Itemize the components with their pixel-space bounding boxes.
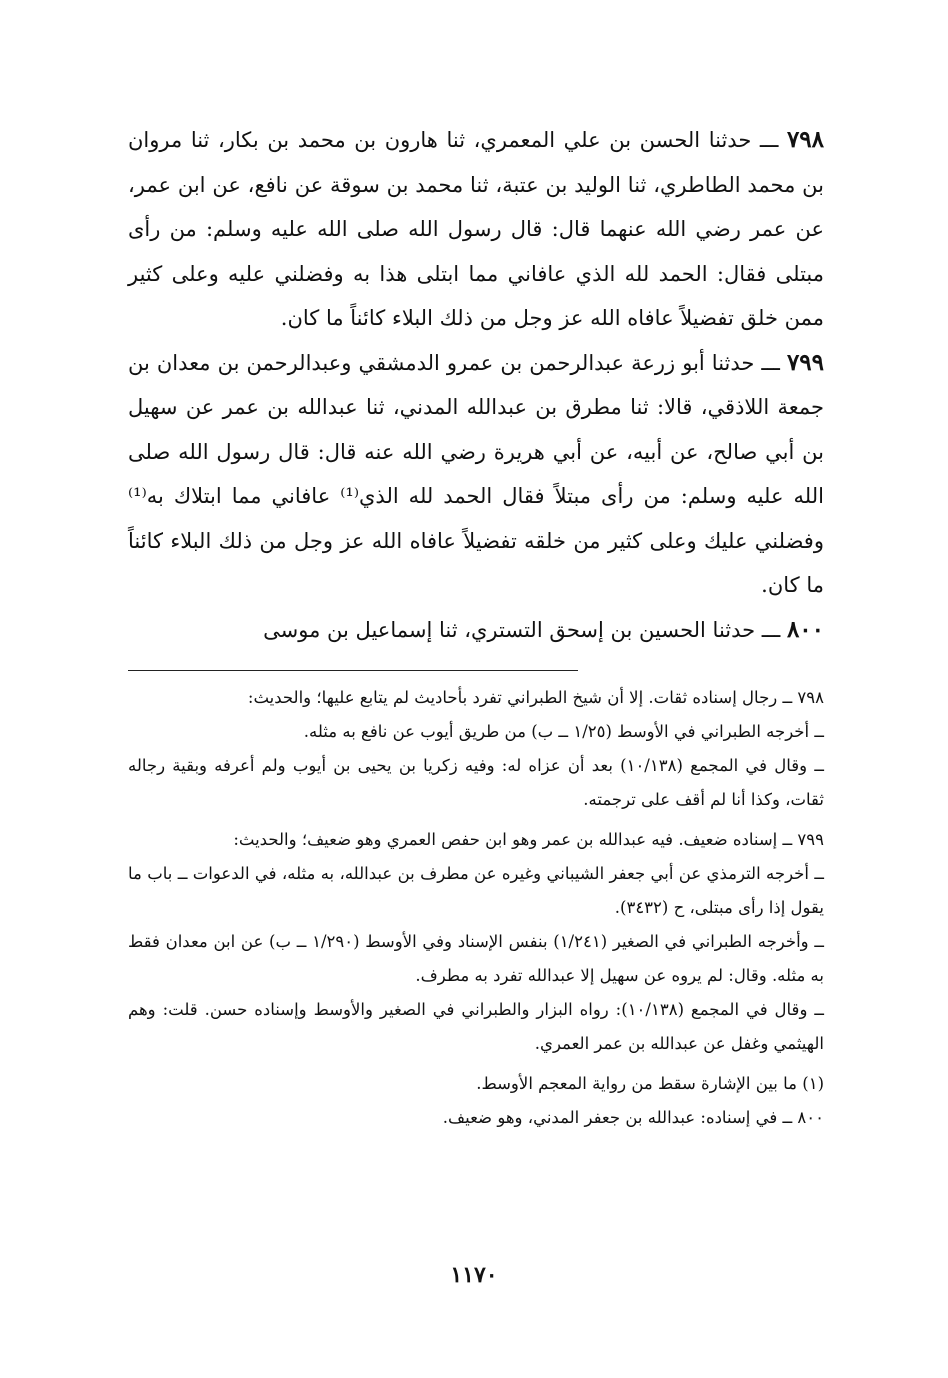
hadith-799 [128,341,824,608]
hadith-text: ـــ حدثنا أبو زرعة عبدالرحمن بن عمرو الدمشقي وعبدالرحمن بن معدان بن جمعة اللاذقي، قالا: ثنا مطرق بن عبدالله المدني، ثنا عبدالله بن عمر عن سهيل بن أبي صالح، عن أبيه، عن أبي هريرة رضي الله عنه قال: قال رسول الله صلى الله عليه وسلم: من رأى مبتلاً فقال الحمد لله الذي⁽¹⁾ عافاني مما ابتلاك به⁽¹⁾ وفضلني عليك وعلى كثير من خلقه تفضيلاً عافاه الله عز وجل من ذلك البلاء كائناً ما كان. [128,350,824,597]
note-800: ٨٠٠ ــ في إسناده: عبدالله بن جعفر المدني، وهو ضعيف. [442,1108,824,1127]
note-item: ــ وقال في المجمع (١٠/١٣٨) بعد أن عزاه له: وفيه زكريا بن يحيى بن أيوب ولم أعرفه وبقية رجاله ثقات، وكذا أنا لم أقف على ترجمته. [128,756,824,809]
page-body [128,118,824,1135]
hadith-800 [128,608,824,653]
note-798 [128,681,824,817]
page-number: ١١٧٠ [450,1262,498,1288]
note-head: ٧٩٩ ــ إسناده ضعيف. فيه عبدالله بن عمر وهو ابن حفص العمري وهو ضعيف؛ والحديث: [233,830,824,849]
note-item: ــ أخرجه الطبراني في الأوسط (١/٢٥ ــ ب) من طريق أيوب عن نافع به مثله. [303,722,824,741]
footnotes [128,681,824,1135]
note-item: ــ وأخرجه الطبراني في الصغير (١/٢٤١) بنفس الإسناد وفي الأوسط (١/٢٩٠ ــ ب) عن ابن معدان فقط به مثله. وقال: لم يروه عن سهيل إلا عبدالله تفرد به مطرف. [128,932,824,985]
hadith-number: ٨٠٠ [786,615,824,643]
hadith-number: ٧٩٨ [786,126,824,153]
hadith-text: ـــ حدثنا الحسن بن علي المعمري، ثنا هارون بن محمد بن بكار، ثنا مروان بن محمد الطاطري، ثنا الوليد بن عتبة، ثنا محمد بن سوقة عن نافع، عن ابن عمر، عن عمر رضي الله عنهما قال: قال رسول الله صلى الله عليه وسلم: من رأى مبتلى فقال: الحمد لله الذي عافاني مما ابتلى هذا به وفضلني عليه وعلى كثير ممن خلق تفضيلاً عافاه الله عز وجل من ذلك البلاء كائناً ما كان. [128,128,824,330]
note-item: ــ وقال في المجمع (١٠/١٣٨): رواه البزار والطبراني في الصغير والأوسط وإسناده حسن. قلت: وهم الهيثمي وغفل عن عبدالله بن عمر العمري. [128,1000,825,1053]
footnote-divider [128,670,578,671]
hadith-798 [128,118,824,341]
note-item: ــ أخرجه الترمذي عن أبي جعفر الشيباني وغيره عن مطرف بن عبدالله، به مثله، في الدعوات ــ باب ما يقول إذا رأى مبتلى، ح (٣٤٣٢). [128,864,824,917]
hadith-number: ٧٩٩ [786,348,824,376]
note-head: ٧٩٨ ــ رجال إسناده ثقات. إلا أن شيخ الطبراني تفرد بأحاديث لم يتابع عليها؛ والحديث: [247,688,824,707]
footnote-1: (١) ما بين الإشارة سقط من رواية المعجم الأوسط. [476,1074,824,1093]
hadith-text: ـــ حدثنا الحسين بن إسحق التستري، ثنا إسماعيل بن موسى [263,617,787,642]
note-799 [128,823,824,1061]
